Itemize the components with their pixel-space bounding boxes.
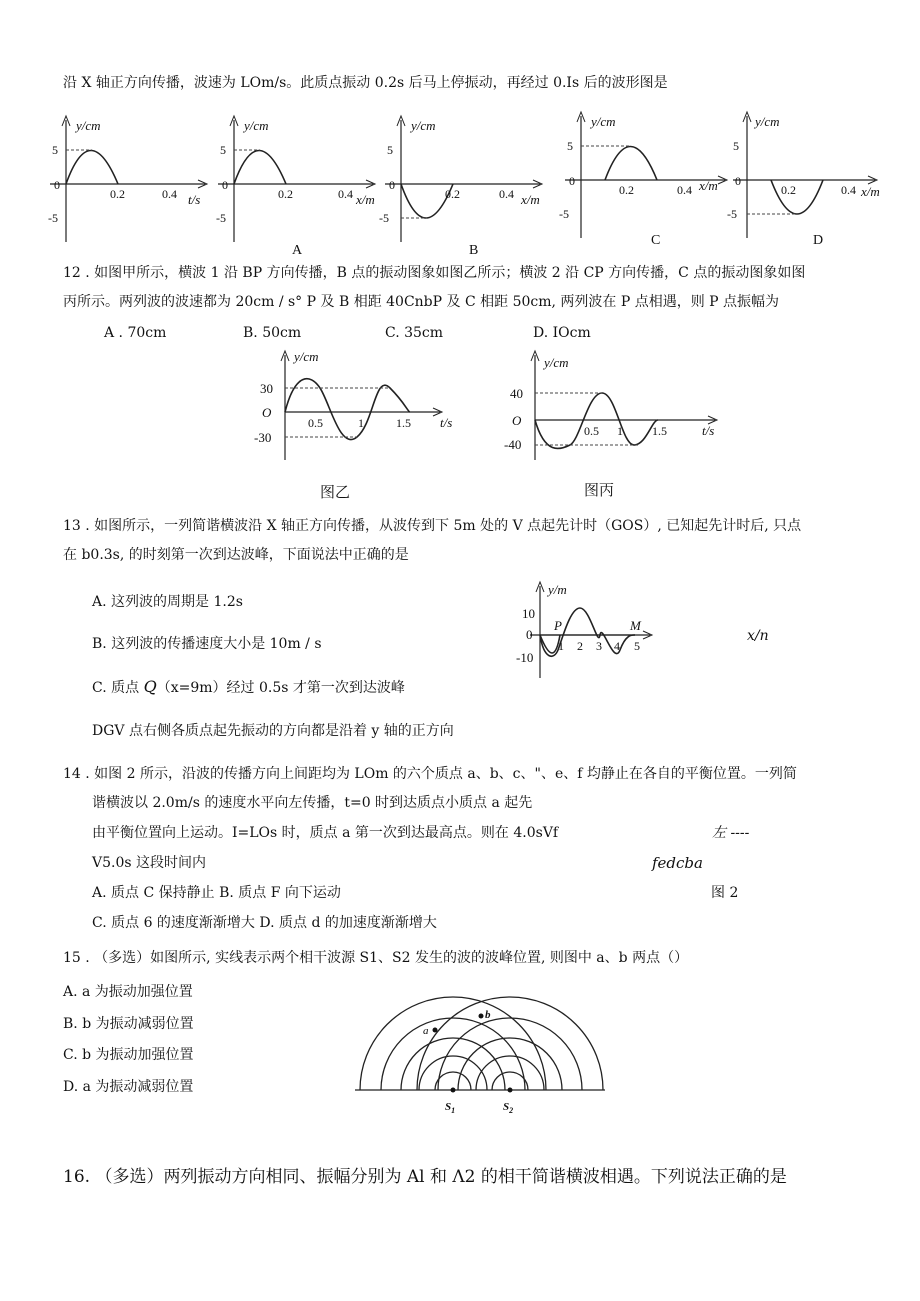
- q11gC-ylabel: y/cm: [591, 114, 616, 129]
- q11-graph-given: [40, 112, 210, 252]
- q11gA-tickm5: -5: [216, 211, 226, 225]
- q14-line5: A. 质点 C 保持静止 B. 质点 F 向下运动: [92, 885, 341, 901]
- q12-option-b: B. 50cm: [243, 325, 302, 341]
- q15-point-a: a: [423, 1025, 429, 1037]
- q15-line: 15 . （多选）如图所示, 实线表示两个相干波源 S1、S2 发生的波的波峰位置, 则图中 a、b 两点（）: [63, 950, 689, 966]
- q12yi-t2: 1: [358, 416, 364, 430]
- q12bing-xlabel: t/s: [702, 423, 715, 438]
- q11gB-tickm5: -5: [379, 211, 389, 225]
- q11g1-tickm5: -5: [48, 211, 58, 225]
- q15-option-d: D. a 为振动减弱位置: [63, 1079, 194, 1095]
- q13g-top: 10: [522, 606, 535, 621]
- q11gA-xlabel: x/m: [356, 192, 375, 207]
- q11gA-tick04: 0.4: [338, 187, 353, 201]
- q13g-zero: 0: [526, 627, 533, 642]
- q11gD-tick04: 0.4: [841, 183, 856, 197]
- q11gC-tick0: 0: [569, 174, 575, 188]
- q13-option-d: DGV 点右侧各质点起先振动的方向都是沿着 y 轴的正方向: [92, 723, 454, 739]
- q11gA-tick0: 0: [222, 178, 228, 192]
- q14-figure-caption: 图 2: [711, 885, 739, 901]
- q12bing-origin: O: [512, 413, 522, 428]
- q12yi-ylabel: y/cm: [294, 349, 319, 364]
- q12bing-t3: 1.5: [652, 424, 667, 438]
- q12yi-origin: O: [262, 405, 272, 420]
- q11g1-xlabel: t/s: [188, 192, 201, 207]
- q11gA-ylabel: y/cm: [244, 118, 269, 133]
- q14-line1: 14 . 如图 2 所示，沿波的传播方向上间距均为 LOm 的六个质点 a、b、c、"、e、f 均静止在各自的平衡位置。一列简: [63, 766, 797, 782]
- q11gB-xlabel: x/m: [521, 192, 540, 207]
- q11-graph-c: [555, 108, 735, 258]
- q12-line2: 丙所示。两列波的波速都为 20cm / s° P 及 B 相距 40CnbP 及 C 相距 50cm, 两列波在 P 点相遇，则 P 点振幅为: [63, 294, 780, 310]
- q11g1-ylabel: y/cm: [76, 118, 101, 133]
- q11gB-tick5: 5: [387, 143, 393, 157]
- q14-line6: C. 质点 6 的速度渐渐增大 D. 质点 d 的加速度渐渐增大: [92, 915, 437, 931]
- q12yi-caption: 图乙: [320, 485, 351, 501]
- q13g-bottom: -10: [516, 650, 534, 665]
- q13g-ylabel: y/m: [548, 582, 567, 597]
- q11gC-tick02: 0.2: [619, 183, 634, 197]
- q11gD-tick02: 0.2: [781, 183, 796, 197]
- q11-graph-b: [375, 112, 550, 262]
- q11gA-tick5: 5: [220, 143, 226, 157]
- q15-option-c: C. b 为振动加强位置: [63, 1047, 194, 1063]
- q13g-m: M: [630, 618, 641, 633]
- q11gD-xlabel: x/m: [861, 184, 880, 199]
- q12-fig-yi: [250, 345, 470, 505]
- q12yi-t1: 0.5: [308, 416, 323, 430]
- q11gD-tickm5: -5: [727, 207, 737, 221]
- q16-line: 16. （多选）两列振动方向相同、振幅分别为 Al 和 Λ2 的相干简谐横波相遇。下列说法正确的是: [63, 1167, 787, 1187]
- q11gB-letter: B: [469, 243, 479, 258]
- q11gB-tick04: 0.4: [499, 187, 514, 201]
- q11gB-ylabel: y/cm: [411, 118, 436, 133]
- q12bing-t2: 1: [617, 424, 623, 438]
- q12yi-xlabel: t/s: [440, 415, 453, 430]
- q11gC-tick5: 5: [567, 139, 573, 153]
- q11gC-tick04: 0.4: [677, 183, 692, 197]
- q12bing-caption: 图丙: [584, 483, 615, 499]
- q12-option-d: D. IOcm: [533, 325, 591, 341]
- q14-line2: 谐横波以 2.0m/s 的速度水平向左传播，t=0 时到达质点小质点 a 起先: [92, 795, 533, 811]
- q13g-x4: 4: [614, 639, 620, 653]
- q12-option-a: A . 70cm: [104, 325, 167, 341]
- q13-xunit: x/n: [747, 628, 769, 644]
- q12bing-top: 40: [510, 386, 523, 401]
- q13g-p: P: [554, 618, 562, 633]
- q15-source-s1: $S_1$: [445, 1101, 456, 1115]
- q12bing-bottom: -40: [504, 437, 522, 452]
- q12bing-ylabel: y/cm: [544, 355, 569, 370]
- q11g1-tick5: 5: [52, 143, 58, 157]
- q15-point-b: b: [485, 1009, 491, 1021]
- q13g-x3: 3: [596, 639, 602, 653]
- q13g-x2: 2: [577, 639, 583, 653]
- q12yi-top: 30: [260, 381, 273, 396]
- q11g1-tick04: 0.4: [162, 187, 177, 201]
- q13-graph: [510, 578, 680, 683]
- q12-option-c: C. 35cm: [385, 325, 444, 341]
- q14-figure-arrow: 左 ----: [712, 825, 750, 841]
- q11gA-letter: A: [292, 243, 303, 258]
- q12yi-t3: 1.5: [396, 416, 411, 430]
- q11gC-tickm5: -5: [559, 207, 569, 221]
- q12yi-bottom: -30: [254, 430, 272, 445]
- q11-intro: 沿 X 轴正方向传播，波速为 LOm/s。此质点振动 0.2s 后马上停振动，再经过 0.Is 后的波形图是: [63, 75, 668, 91]
- q11-graph-d: [725, 108, 895, 258]
- q13g-x5: 5: [634, 639, 640, 653]
- q15-option-b: B. b 为振动减弱位置: [63, 1016, 194, 1032]
- q11gB-tick02: 0.2: [445, 187, 460, 201]
- q12bing-t1: 0.5: [584, 424, 599, 438]
- q13g-x1: 1: [558, 639, 564, 653]
- q13-option-c: C. 质点 Q（x=9m）经过 0.5s 才第一次到达波峰: [92, 677, 405, 696]
- q11gC-xlabel: x/m: [699, 178, 718, 193]
- q12-fig-bing: [500, 345, 730, 505]
- q11gD-tick0: 0: [735, 174, 741, 188]
- q15-interference-fig: [350, 988, 610, 1118]
- q13-line1: 13 . 如图所示，一列简谐横波沿 X 轴正方向传播，从波传到下 5m 处的 V 点起先计时（GOS）, 已知起先计时后, 只点: [63, 518, 802, 534]
- q15-source-s2: $S_2$: [503, 1101, 514, 1115]
- q12-line1: 12 . 如图甲所示，横波 1 沿 BP 方向传播，B 点的振动图象如图乙所示；横波 2 沿 CP 方向传播，C 点的振动图象如图: [63, 265, 806, 281]
- q11gD-letter: D: [813, 233, 824, 248]
- q11gD-tick5: 5: [733, 139, 739, 153]
- q11gD-ylabel: y/cm: [755, 114, 780, 129]
- q11g1-tick02: 0.2: [110, 187, 125, 201]
- q14-line4: V5.0s 这段时间内: [92, 855, 207, 871]
- q11gC-letter: C: [651, 233, 661, 248]
- q15-option-a: A. a 为振动加强位置: [63, 984, 193, 1000]
- q13-option-b: B. 这列波的传播速度大小是 10m / s: [92, 636, 322, 652]
- q14-figure-points: fedcba: [652, 854, 703, 872]
- q11gA-tick02: 0.2: [278, 187, 293, 201]
- q13-line2: 在 b0.3s, 的时刻第一次到达波峰，下面说法中正确的是: [63, 547, 409, 563]
- q11-graph-a: [208, 112, 378, 262]
- q14-line3: 由平衡位置向上运动。I=LOs 时，质点 a 第一次到达最高点。则在 4.0sVf: [92, 825, 559, 841]
- q13-option-a: A. 这列波的周期是 1.2s: [92, 594, 243, 610]
- q11gB-tick0: 0: [389, 178, 395, 192]
- q11g1-tick0: 0: [54, 178, 60, 192]
